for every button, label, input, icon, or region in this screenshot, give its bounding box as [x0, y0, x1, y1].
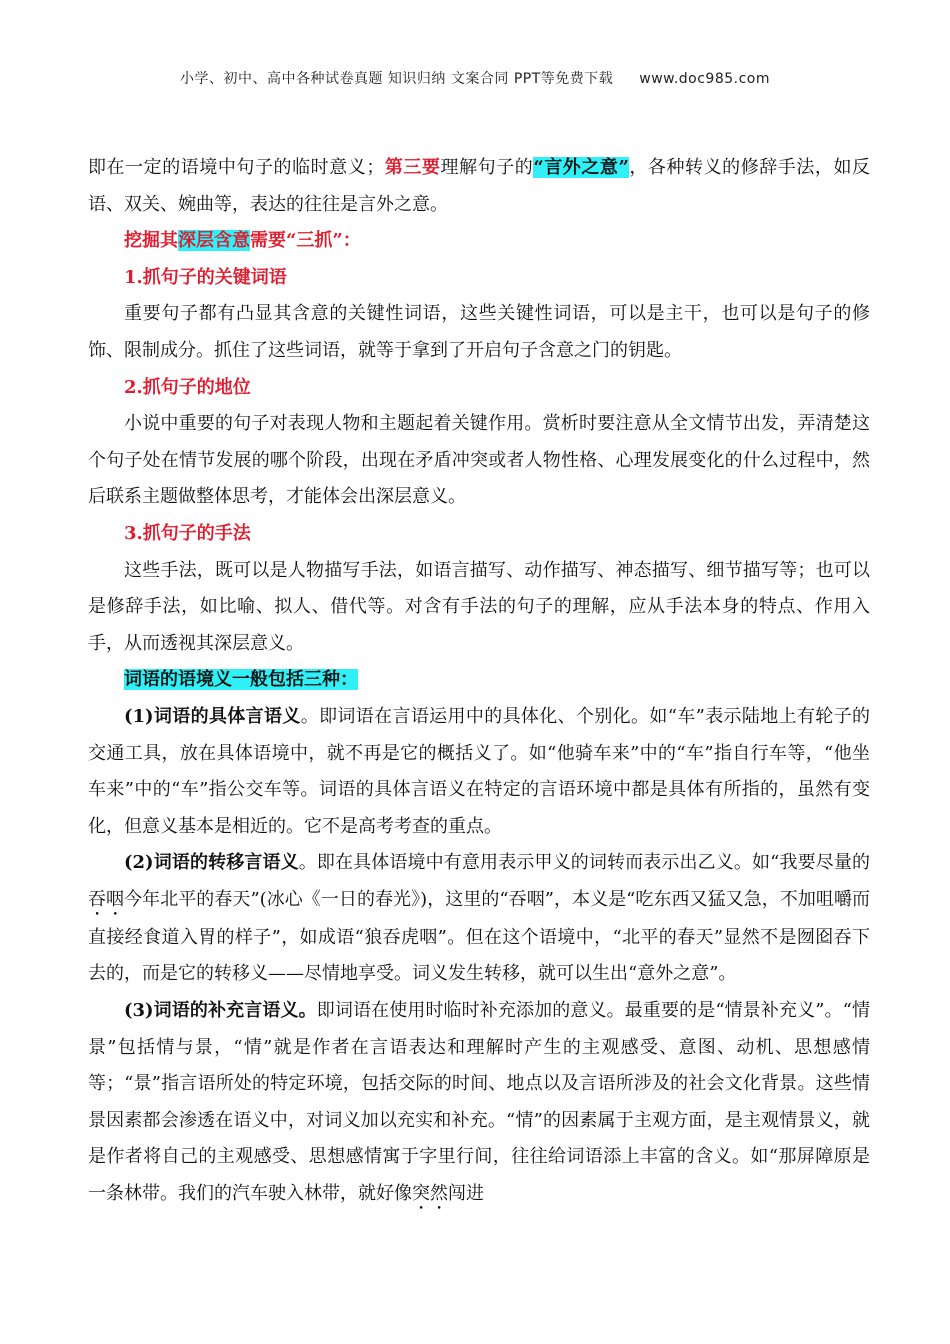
context-1-title: (1)词语的具体言语义 [124, 705, 301, 727]
section-1-title: 1.抓句子的关键词语 [124, 266, 287, 288]
context-1 [88, 699, 870, 845]
text-run: ，各种转义的修辞手法，如反语、双关、婉曲等，表达的往往是言外之意。 [88, 157, 871, 215]
emphasis-word: 突然 [412, 1183, 448, 1205]
heading-three-grasps [88, 223, 870, 260]
text-run: 理解句子的 [440, 157, 534, 178]
document-body [88, 150, 870, 1214]
emphasis-word: 吞咽 [88, 888, 125, 910]
page-header [0, 68, 950, 88]
text-run: 闯进 [448, 1183, 484, 1205]
section-2-body: 小说中重要的句子对表现人物和主题起着关键作用。赏析时要注意从全文情节出发，弄清楚这个句子处在情节发展的哪个阶段，出现在矛盾冲突或者人物性格、心理发展变化的什么过程中，然后联系主题做整体思考，才能体会出深层意义。 [88, 413, 870, 508]
text-run: 挖掘其 [124, 230, 178, 252]
section-3-body: 这些手法，既可以是人物描写手法，如语言描写、动作描写、神态描写、细节描写等；也可以是修辞手法，如比喻、拟人、借代等。对含有手法的句子的理解，应从手法本身的特点、作用入手，从而透视其深层意义。 [88, 559, 870, 654]
context-2 [88, 845, 870, 993]
third-requirement-label: 第三要 [384, 157, 441, 178]
section-1-body: 重要句子都有凸显其含意的关键性词语，这些关键性词语，可以是主干，也可以是句子的修饰、限制成分。抓住了这些词语，就等于拿到了开启句子含意之门的钥匙。 [88, 303, 870, 361]
context-1-body: 。即词语在言语运用中的具体化、个别化。如“车”表示陆地上有轮子的交通工具，放在具体语境中，就不再是它的概括义了。如“他骑车来”中的“车”指自行车等，“他坐车来”中的“车”指公交车等。词语的具体言语义在特定的言语环境中都是具体有所指的，虽然有变化，但意义基本是相近的。它不是高考考查的重点。 [88, 705, 870, 837]
highlight-deep-meaning: 深层含意 [178, 230, 250, 252]
section-3-title: 3.抓句子的手法 [124, 522, 251, 544]
section-2-title: 2.抓句子的地位 [124, 376, 251, 398]
context-meaning-heading [88, 662, 870, 699]
highlight-context-heading: 词语的语境义一般包括三种： [124, 669, 358, 691]
context-2-title: (2)词语的转移言语义 [124, 852, 299, 874]
context-3-title: (3)词语的补充言语义。 [124, 1000, 317, 1022]
highlight-implied-meaning: “言外之意” [533, 157, 629, 178]
text-run: 。即在具体语境中有意用表示甲义的词转而表示出乙义。如“我要尽量的 [298, 852, 871, 874]
context-3 [88, 993, 870, 1214]
text-run: 即词语在使用时临时补充添加的意义。最重要的是“情景补充义”。“情景”包括情与景，“情”就是作者在言语表达和理解时产生的主观感受、意图、动机、思想感情等；“景”指言语所处的特定环境，包括交际的时间、地点以及言语所涉及的社会文化背景。这些情景因素都会渗透在语义中，对词义加以充实和补充。“情”的因素属于主观方面，是主观情景义，就是作者将自己的主观感受、思想感情寓于字里行间，往往给词语添上丰富的含义。如“那屏障原是一条林带。我们的汽车驶入林带，就好像 [88, 1000, 870, 1205]
header-url[interactable]: www.doc985.com [639, 71, 771, 87]
text-run: 今年北平的春天”(冰心《一日的春光》)，这里的“吞咽”，本义是“吃东西又猛又急，不加咀嚼而直接经食道入胃的样子”，如成语“狼吞虎咽”。但在这个语境中，“北平的春天”显然不是囫囵吞下去的，而是它的转移义——尽情地享受。词义发生转移，就可以生出“意外之意”。 [88, 888, 871, 985]
text-run: 需要“三抓”： [250, 230, 361, 252]
text-run: 即在一定的语境中句子的临时意义； [88, 157, 385, 178]
header-text: 小学、初中、高中各种试卷真题 知识归纳 文案合同 PPT等免费下载 [179, 71, 614, 87]
paragraph-third-requirement [88, 150, 870, 223]
